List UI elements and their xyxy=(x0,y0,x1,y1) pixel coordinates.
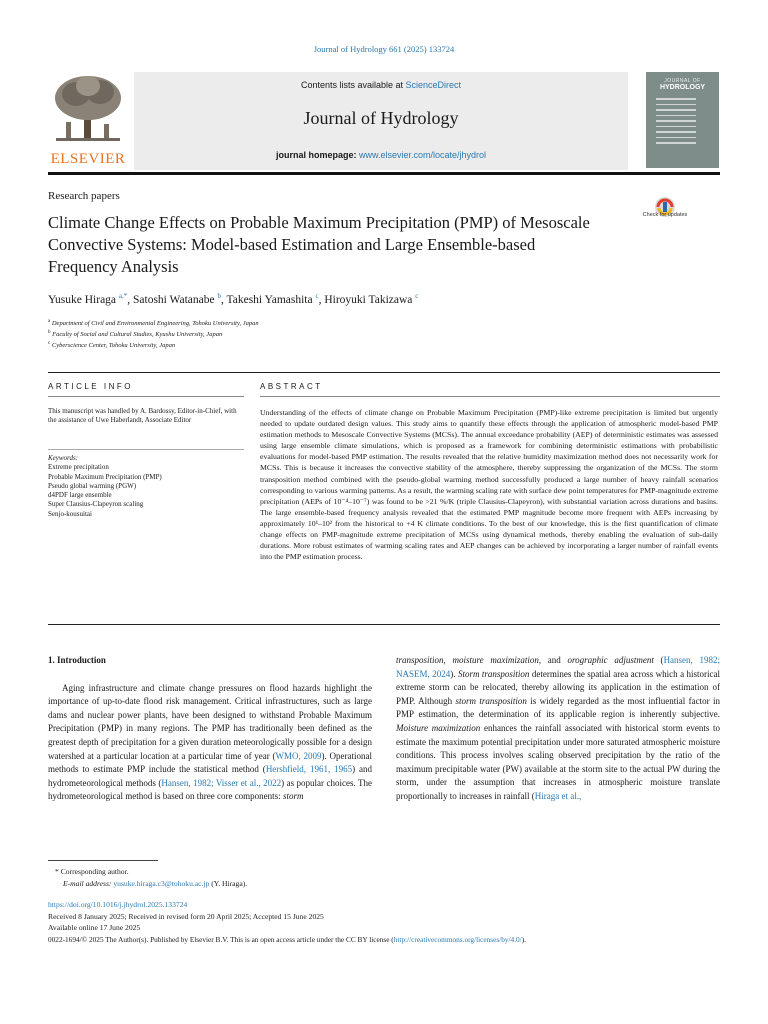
journal-banner xyxy=(134,72,628,170)
available-online: Available online 17 June 2025 xyxy=(48,923,141,932)
cover-title: HYDROLOGY xyxy=(659,84,706,91)
author-list: Yusuke Hiraga $^{a,*}$, Satoshi Watanabe $^b$, Takeshi Yamashita $^c$, Hiroyuki Takizawa $^c$ xyxy=(48,292,419,306)
ref-hansen-nasem[interactable]: Hansen, 1982; NASEM, 2024 xyxy=(396,655,721,679)
contents-line xyxy=(134,80,628,90)
keyword-item: Extreme precipitation xyxy=(48,463,109,472)
intro-heading: 1. Introduction xyxy=(48,655,106,665)
cover-small-text: JOURNAL OF xyxy=(664,78,701,84)
article-info-header: ARTICLE INFO xyxy=(48,382,133,391)
ref-hansen-visser[interactable]: Hansen, 1982; Visser et al., 2022 xyxy=(161,777,282,788)
corresponding-author-note: * Corresponding author. xyxy=(55,867,129,876)
sciencedirect-link[interactable]: ScienceDirect xyxy=(405,80,462,90)
doi-link[interactable]: https://doi.org/10.1016/j.jhydrol.2025.133724 xyxy=(48,900,188,909)
ref-hiraga[interactable]: Hiraga et al., xyxy=(534,790,582,801)
cover-lines xyxy=(656,98,696,148)
masthead xyxy=(48,72,720,170)
keywords-rule xyxy=(48,449,244,450)
author-1[interactable]: Yusuke Hiraga $^{a,*}$ xyxy=(48,292,128,306)
intro-paragraph-1-continued: transposition, moisture maximization, and orographic adjustment (Hansen, 1982; NASEM, 2024). Storm transposition determines the spatial area across which a historical extreme storm can be relocated, thereby allowing its application in the estimation of PMP. Although storm transposition is widely regarded as the most influential factor in PMP estimation, the determination of its applicable region is inherently subjective. Moisture maximization enhances the rainfall associated with historical storm events to estimate the maximum potential precipitation under more saturated atmospheric moisture conditions. This process involves scaling observed precipitation by the ratio of the maximum precipitable water (PW) available at the storm site to the actual PW during the storm, under the assumption that increases in atmospheric moisture translate proportionally to increases in rainfall (Hiraga et al., xyxy=(396,655,721,801)
section-label: Research papers xyxy=(48,190,120,202)
check-updates-label: Check for updates xyxy=(642,212,688,218)
affiliation-c: $^c$ Cyberscience Center, Tohoku University, Japan xyxy=(48,341,176,350)
elsevier-tree-icon xyxy=(48,72,128,148)
handled-by-note: This manuscript was handled by A. Bardossy, Editor-in-Chief, with the assistance of Uwe Haberlandt, Associate Editor xyxy=(48,407,237,425)
info-rule xyxy=(48,396,244,397)
keyword-item: Probable Maximum Precipitation (PMP) xyxy=(48,472,162,481)
top-citation[interactable]: Journal of Hydrology 661 (2025) 133724 xyxy=(313,44,455,54)
keyword-item: Pseudo global warming (PGW) xyxy=(48,481,137,490)
contents-prefix: Contents lists available at xyxy=(300,80,406,90)
keyword-item: Senjo-kousuitai xyxy=(48,509,92,518)
intro-paragraph-1: Aging infrastructure and climate change pressures on flood hazards highlight the importance of up-to-date flood risk management. Critical infrastructures, such as large dams and nuclear power plants, have been designed to withstand Probable Maximum Precipitation (PMP) in many regions. The PMP has traditionally been defined as the greatest depth of precipitation for a given duration meteorologically possible for a design watershed at a particular location at a particular time of year (WMO, 2009). Operational methods to estimate PMP include the statistical method (Hershfield, 1961, 1965) and hydrometeorological methods (Hansen, 1982; Visser et al., 2022) as popular choices. The hydrometeorological method is based on three core components: storm xyxy=(48,682,373,802)
email-note: E-mail address: yusuke.hiraga.c3@tohoku.ac.jp (Y. Hiraga). xyxy=(63,879,248,888)
license-link[interactable]: http://creativecommons.org/licenses/by/4.0/ xyxy=(393,935,522,944)
intro-right-column xyxy=(396,654,720,804)
ref-wmo[interactable]: WMO, 2009 xyxy=(275,750,322,761)
elsevier-logo[interactable] xyxy=(48,72,128,168)
homepage-link[interactable]: www.elsevier.com/locate/jhydrol xyxy=(358,150,487,160)
keyword-item: d4PDF large ensemble xyxy=(48,491,112,500)
keywords-label: Keywords: xyxy=(48,454,79,462)
author-3[interactable]: Takeshi Yamashita $^c$ xyxy=(226,292,319,306)
abstract-header: ABSTRACT xyxy=(260,382,323,391)
keyword-item: Super Clausius-Clapeyron scaling xyxy=(48,500,144,509)
keywords-block xyxy=(48,454,244,519)
body-rule xyxy=(48,624,720,625)
email-link[interactable]: yusuke.hiraga.c3@tohoku.ac.jp xyxy=(113,879,210,888)
author-2[interactable]: Satoshi Watanabe $^b$ xyxy=(133,292,221,306)
journal-cover[interactable] xyxy=(646,72,719,168)
ref-hershfield[interactable]: Hershfield, 1961, 1965 xyxy=(265,764,353,775)
abstract-text: Understanding of the effects of climate change on Probable Maximum Precipitation (PMP)-like extreme precipitation is limited but urgently needed to update outdated design values. This study aims to quantify these effects through the application of atmospheric model-based PMP estimation methods to Mesoscale Convective Systems (MCSs). The annual exceedance probability (AEP) of deterministic estimates was assessed using large ensemble climate simulations, which is proposed as a framework for combining deterministic estimations with probabilistic evaluations for model-based PMP estimation. The results revealed that the relative humidity maximization method does not necessarily work for MCSs. This is because it increases the convective stability of the atmosphere, thereby suppressing the organization of the MCSs. The storm transposition method combined with the pseudo-global warming method successfully produced a large number of heavy rainfall scenarios corresponding to various warming patterns. As a result, the warming scaling rate with surface dew point temperatures for PMP-magnitude extreme precipitation (AEPs of 10⁻⁴–10⁻⁷) was found to be >21 %/K (triple Clausius-Clapeyron), with substantial variation across durations and basins. The large ensemble-based frequency analysis revealed that the estimated PMP magnitude become more frequent with AEPs increasing by approximately 10¹–10² from the historical to +4 K climate conditions. To the best of our knowledge, this is the first quantification of climate change effects on PMP-magnitude extreme precipitation of MCSs using dynamical methods, thereby enabling the evaluation of sub-daily durations. More robust estimates of warming scaling rates and AEP changes can be achieved by incorporating a larger number of rainfall events into the PMP estimation process. xyxy=(260,408,718,562)
received-dates: Received 8 January 2025; Received in revised form 20 April 2025; Accepted 15 June 2025 xyxy=(48,912,324,921)
author-4[interactable]: Hiroyuki Takizawa $^c$ xyxy=(324,292,419,306)
abstract-rule xyxy=(260,396,720,397)
masthead-rule xyxy=(48,172,720,175)
homepage-line xyxy=(134,150,628,160)
affiliation-b: $^b$ Faculty of Social and Cultural Studies, Kyushu University, Japan xyxy=(48,330,223,339)
header-rule-top xyxy=(48,372,720,373)
homepage-label: journal homepage: xyxy=(275,150,359,160)
license-note: 0022-1694/© 2025 The Author(s). Published by Elsevier B.V. This is an open access article under the CC BY license (http://creativecommons.org/licenses/by/4.0/). xyxy=(48,935,526,944)
journal-title: Journal of Hydrology xyxy=(303,108,459,128)
affiliation-a: $^a$ Department of Civil and Environmental Engineering, Tohoku University, Japan xyxy=(48,319,259,328)
footnote-rule xyxy=(48,860,158,861)
intro-left-column xyxy=(48,654,372,804)
article-title: Climate Change Effects on Probable Maximum Precipitation (PMP) of Mesoscale Convective Systems: Model-based Estimation and Large Ensemble-based Frequency Analysis xyxy=(48,213,590,276)
publisher-name: ELSEVIER xyxy=(50,151,126,167)
